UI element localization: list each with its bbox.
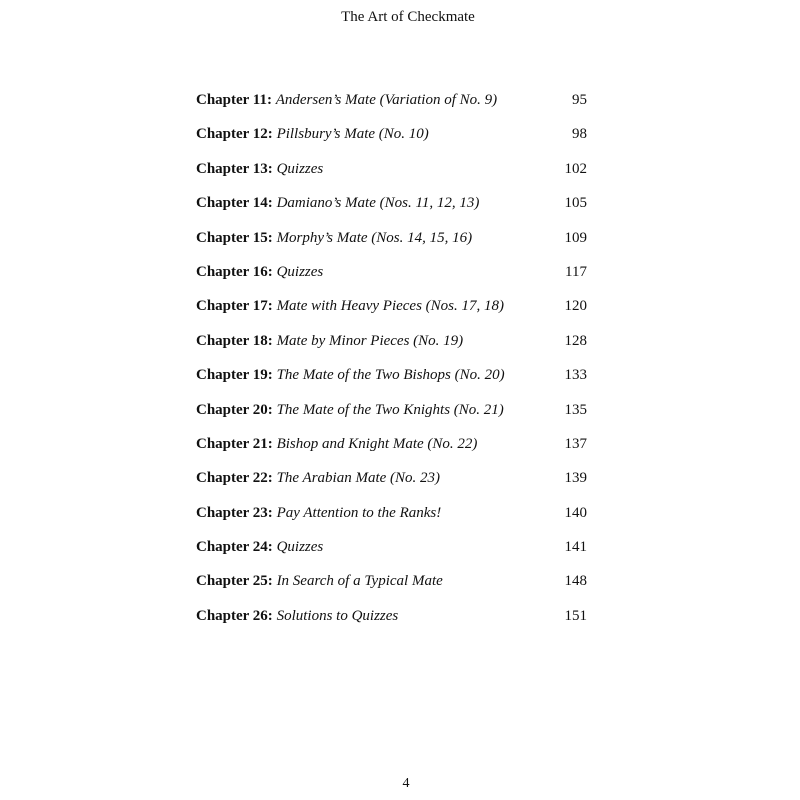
chapter-title: Morphy’s Mate (Nos. 14, 15, 16) bbox=[276, 229, 473, 246]
chapter-page-number: 148 bbox=[564, 573, 587, 590]
chapter-label: Chapter 18: bbox=[196, 332, 273, 349]
chapter-page-number: 139 bbox=[564, 470, 587, 487]
chapter-title: Mate by Minor Pieces (No. 19) bbox=[276, 332, 464, 349]
chapter-title: Mate with Heavy Pieces (Nos. 17, 18) bbox=[276, 298, 505, 315]
chapter-title: Andersen’s Mate (Variation of No. 9) bbox=[275, 92, 498, 108]
chapter-title: Bishop and Knight Mate (No. 22) bbox=[276, 435, 478, 452]
chapter-title: The Arabian Mate (No. 23) bbox=[276, 470, 441, 487]
toc-entry bbox=[196, 90, 587, 124]
toc-entry bbox=[196, 503, 587, 537]
chapter-title: In Search of a Typical Mate bbox=[276, 573, 443, 590]
chapter-title: Pay Attention to the Ranks! bbox=[276, 504, 442, 521]
chapter-label: Chapter 25: bbox=[196, 573, 273, 590]
chapter-label: Chapter 14: bbox=[196, 195, 273, 212]
toc-entry bbox=[196, 400, 587, 434]
chapter-page-number: 120 bbox=[564, 298, 587, 315]
chapter-label: Chapter 16: bbox=[196, 263, 273, 280]
toc-entry bbox=[196, 228, 587, 262]
chapter-label: Chapter 26: bbox=[196, 607, 273, 624]
toc-entry bbox=[196, 124, 587, 158]
toc-entry bbox=[196, 331, 587, 365]
toc-entry bbox=[196, 193, 587, 227]
chapter-page-number: 133 bbox=[564, 367, 587, 384]
chapter-title: The Mate of the Two Bishops (No. 20) bbox=[276, 367, 505, 384]
chapter-page-number: 140 bbox=[564, 504, 587, 521]
chapter-label: Chapter 12: bbox=[196, 126, 273, 143]
toc-entry bbox=[196, 468, 587, 502]
chapter-title: Quizzes bbox=[276, 539, 324, 556]
chapter-label: Chapter 15: bbox=[196, 229, 273, 246]
chapter-title: Solutions to Quizzes bbox=[276, 607, 399, 624]
chapter-title: Quizzes bbox=[276, 160, 324, 177]
chapter-page-number: 102 bbox=[564, 160, 587, 177]
chapter-page-number: 109 bbox=[564, 229, 587, 246]
chapter-title: Damiano’s Mate (Nos. 11, 12, 13) bbox=[276, 195, 480, 212]
chapter-label: Chapter 20: bbox=[196, 401, 273, 418]
toc-entry bbox=[196, 365, 587, 399]
chapter-page-number: 137 bbox=[564, 435, 587, 452]
chapter-page-number: 141 bbox=[564, 539, 587, 556]
chapter-label: Chapter 22: bbox=[196, 470, 273, 487]
running-header: The Art of Checkmate bbox=[341, 9, 475, 25]
chapter-page-number: 117 bbox=[565, 263, 587, 280]
chapter-page-number: 135 bbox=[564, 401, 587, 418]
chapter-label: Chapter 23: bbox=[196, 504, 273, 521]
chapter-page-number: 128 bbox=[564, 332, 587, 349]
chapter-page-number: 105 bbox=[564, 195, 587, 212]
table-of-contents bbox=[196, 90, 587, 640]
chapter-page-number: 95 bbox=[572, 92, 587, 108]
toc-entry bbox=[196, 606, 587, 640]
chapter-label: Chapter 13: bbox=[196, 160, 273, 177]
toc-entry bbox=[196, 296, 587, 330]
toc-entry bbox=[196, 537, 587, 571]
chapter-page-number: 98 bbox=[572, 126, 587, 143]
chapter-label: Chapter 11: bbox=[196, 92, 272, 108]
toc-entry bbox=[196, 262, 587, 296]
toc-entry bbox=[196, 571, 587, 605]
chapter-label: Chapter 19: bbox=[196, 367, 273, 384]
chapter-label: Chapter 21: bbox=[196, 435, 273, 452]
toc-entry bbox=[196, 434, 587, 468]
chapter-page-number: 151 bbox=[564, 607, 587, 624]
toc-entry bbox=[196, 159, 587, 193]
chapter-title: Pillsbury’s Mate (No. 10) bbox=[276, 126, 429, 143]
chapter-title: The Mate of the Two Knights (No. 21) bbox=[276, 401, 504, 418]
page-number: 4 bbox=[402, 776, 410, 791]
chapter-label: Chapter 24: bbox=[196, 539, 273, 556]
chapter-label: Chapter 17: bbox=[196, 298, 273, 315]
chapter-title: Quizzes bbox=[276, 263, 324, 280]
